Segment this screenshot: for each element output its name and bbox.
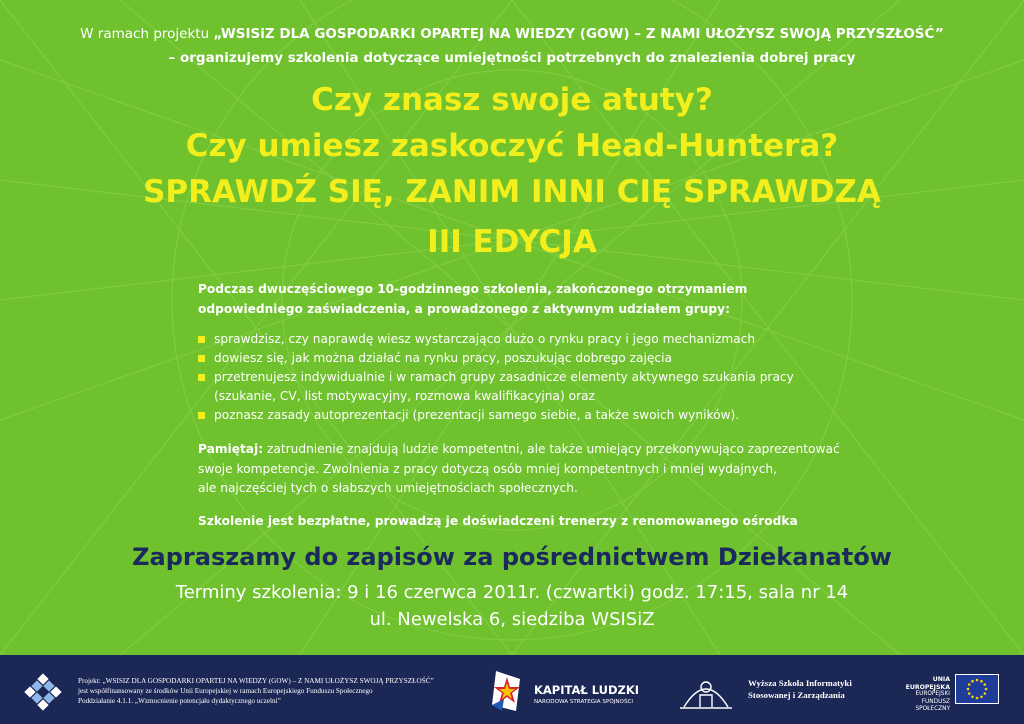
list-item: [198, 349, 858, 368]
training-dates: Terminy szkolenia: 9 i 16 czerwca 2011r. (czwartki) godz. 17:15, sala nr 14: [175, 582, 849, 603]
kapital-ludzki-name: KAPITAŁ LUDZKI: [534, 683, 640, 697]
free-training-note: Szkolenie jest bezpłatne, prowadzą je doświadczeni trenerzy z renomowanego ośrodka: [198, 514, 798, 528]
remember-line3: ale najczęściej tych o słabszych umiejętnościach społecznych.: [198, 481, 578, 495]
remember-line2: swoje kompetencje. Zwolnienia z pracy dotyczą osób mniej kompetentnych i mniej wydajnych,: [198, 461, 777, 476]
training-intro-line2: odpowiedniego zaświadczenia, a prowadzonego z aktywnym udziałem grupy:: [198, 302, 730, 316]
project-intro: [0, 22, 1024, 70]
project-funding-info: [78, 676, 478, 706]
bullet-square-icon: [198, 336, 205, 343]
eu-label-line2: EUROPEJSKI: [915, 691, 950, 697]
project-funding-line3: Poddziałanie 4.1.1. „Wzmocnienie potencjału dydaktycznego uczelni”: [78, 697, 281, 705]
project-funding-line2: jest współfinansowany ze środków Unii Europejskiej w ramach Europejskiego Funduszu Społecznego: [78, 687, 373, 695]
training-intro-line1: Podczas dwuczęściowego 10-godzinnego szkolenia, zakończonego otrzymaniem: [198, 282, 748, 296]
bullet-square-icon: [198, 355, 205, 362]
bullet-square-icon: [198, 374, 205, 381]
eu-label-line3: FUNDUSZ SPOŁECZNY: [915, 698, 950, 712]
remember-label: Pamiętaj:: [198, 442, 264, 456]
wsisiz-name-line2: Stosowanej i Zarządzania: [748, 690, 845, 700]
headline-question-1: Czy znasz swoje atuty?: [311, 82, 713, 118]
footer-bar: [0, 655, 1024, 724]
bullet-square-icon: [198, 412, 205, 419]
list-item-continuation: (szukanie, CV, list motywacyjny, rozmowa kwalifikacyjna) oraz: [214, 389, 595, 403]
headline-question-2: Czy umiesz zaskoczyć Head-Huntera?: [185, 128, 839, 164]
project-intro-line2: – organizujemy szkolenia dotyczące umiejętności potrzebnych do znalezienia dobrej pracy: [168, 50, 856, 66]
kapital-ludzki-logo: [490, 669, 650, 713]
training-address: ul. Newelska 6, siedziba WSISiZ: [369, 609, 655, 630]
project-funding-line1: Projekt: „WSISIZ DLA GOSPODARKI OPARTEJ NA WIEDZY (GOW) – Z NAMI UŁOŻYSZ SWOJĄ PRZYSZŁOŚĆ”: [78, 677, 434, 685]
project-intro-line1: [0, 22, 1024, 46]
remember-line1: [198, 440, 858, 460]
benefits-list: [198, 330, 858, 425]
eu-flag-icon: [955, 674, 999, 704]
project-diamond-logo-icon: [24, 673, 62, 711]
eu-label-line1: UNIA EUROPEJSKA: [905, 676, 950, 691]
list-item-text: poznasz zasady autoprezentacji (prezentacji samego siebie, a także swoich wyników).: [214, 408, 740, 422]
list-item-text: dowiesz się, jak można działać na rynku pracy, poszukując dobrego zajęcia: [214, 351, 672, 365]
training-intro: [198, 279, 858, 319]
list-item-text: sprawdzisz, czy naprawdę wiesz wystarczająco dużo o rynku pracy i jego mechanizmach: [214, 332, 756, 346]
project-name: „WSISiZ DLA GOSPODARKI OPARTEJ NA WIEDZY (GOW) – Z NAMI UŁOŻYSZ SWOJĄ PRZYSZŁOŚĆ”: [213, 26, 944, 42]
list-item: [198, 368, 858, 406]
wsisiz-name-line1: Wyższa Szkoła Informatyki: [748, 678, 852, 688]
wsisiz-crest-icon: [676, 669, 736, 713]
kapital-ludzki-star-icon: [490, 669, 524, 713]
kapital-ludzki-subtitle: NARODOWA STRATEGIA SPÓJNOŚCI: [534, 699, 634, 705]
list-item-text: przetrenujesz indywidualnie i w ramach grupy zasadnicze elementy aktywnego szukania pracy: [214, 370, 794, 384]
headline-slogan: SPRAWDŹ SIĘ, ZANIM INNI CIĘ SPRAWDZĄ: [143, 174, 881, 210]
wsisiz-name: [748, 677, 868, 701]
invitation-heading: Zapraszamy do zapisów za pośrednictwem Dziekanatów: [132, 543, 892, 571]
remember-text1: zatrudnienie znajdują ludzie kompetentni, ale także umiejący przekonywująco zaprezentować: [263, 442, 840, 456]
list-item: [198, 406, 858, 425]
remember-note: [198, 440, 858, 499]
intro-prefix: W ramach projektu: [80, 26, 214, 42]
list-item: [198, 330, 858, 349]
headline-edition: III EDYCJA: [427, 224, 597, 260]
eu-fund-label: [888, 676, 950, 714]
